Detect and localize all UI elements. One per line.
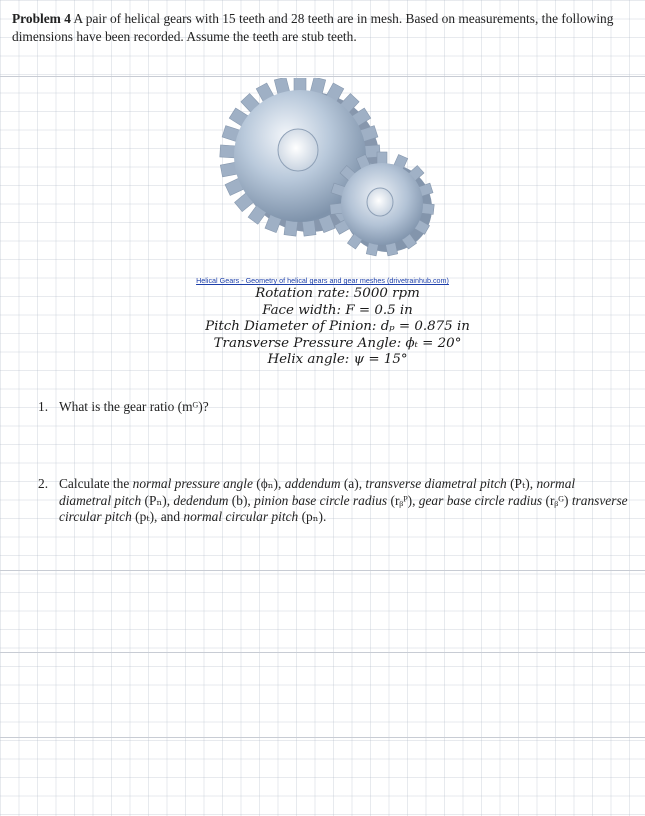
q2-text: (a), xyxy=(340,476,366,491)
q2-term: normal circular pitch xyxy=(183,509,299,524)
q2-text: (pₙ). xyxy=(298,509,327,524)
param-pressure-angle: Transverse Pressure Angle: ϕₜ = 20° xyxy=(213,335,462,351)
question-number: 2. xyxy=(38,476,49,491)
large-gear-bore xyxy=(278,129,318,171)
q2-term: normal pressure angle xyxy=(132,476,253,491)
given-parameters xyxy=(200,286,475,369)
q2-term: pinion base circle radius xyxy=(254,492,388,508)
question-1 xyxy=(38,399,628,416)
grid-rule xyxy=(0,76,645,77)
q2-text: (Pₙ), xyxy=(141,492,174,508)
q2-text: (ϕₙ), xyxy=(252,476,285,491)
q2-term: normal diametral pitch xyxy=(59,476,576,508)
q2-text: (Pₜ), xyxy=(506,476,537,491)
grid-rule xyxy=(0,652,645,653)
small-gear-bore xyxy=(367,188,393,216)
question-2 xyxy=(38,476,628,526)
q2-text: Calculate the xyxy=(59,476,133,491)
q2-term: transverse diametral pitch xyxy=(365,476,507,491)
figure-caption[interactable]: Helical Gears - Geometry of helical gears and gear meshes (drivetrainhub.com) xyxy=(196,276,449,285)
q2-text: (rᵦᴾ), xyxy=(387,492,419,508)
q2-text: (rᵦᴳ) xyxy=(542,492,572,508)
q2-term: addendum xyxy=(284,476,341,491)
param-pitch-diameter: Pitch Diameter of Pinion: dₚ = 0.875 in xyxy=(205,319,470,334)
problem-label: Problem 4 xyxy=(12,11,71,26)
q2-term: transverse circular pitch xyxy=(59,492,628,524)
param-face-width: Face width: F = 0.5 in xyxy=(262,302,413,318)
q2-term: dedendum xyxy=(173,492,229,508)
q2-text: (pₜ), and xyxy=(131,509,184,524)
question-number: 1. xyxy=(38,399,49,414)
grid-rule xyxy=(0,737,645,738)
q2-term: gear base circle radius xyxy=(418,492,543,508)
problem-text: A pair of helical gears with 15 teeth and 28 teeth are in mesh. Based on measurements, the following dimensions have been recorded. Assume the teeth are stub teeth. xyxy=(12,11,614,44)
param-rotation-rate: Rotation rate: 5000 rpm xyxy=(255,286,420,301)
helical-gears-image xyxy=(200,78,470,278)
question-text: What is the gear ratio (mᴳ)? xyxy=(59,399,209,414)
problem-statement xyxy=(12,10,637,46)
grid-rule xyxy=(0,570,645,571)
q2-text: (b), xyxy=(228,492,255,508)
param-helix-angle: Helix angle: ψ = 15° xyxy=(267,352,408,367)
